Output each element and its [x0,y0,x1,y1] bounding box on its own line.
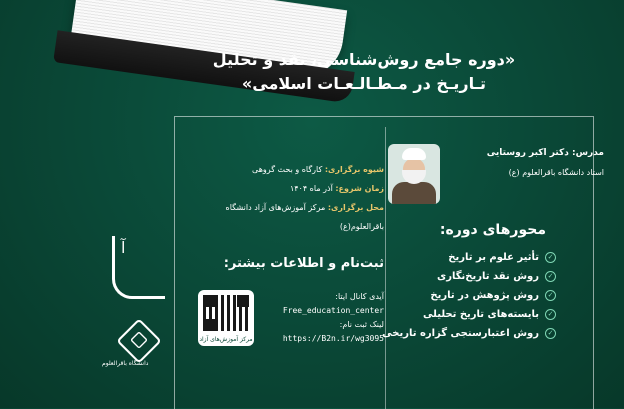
university-logo-inner [130,331,148,349]
channel-id[interactable]: Free_education_center [282,306,384,315]
qr-code[interactable] [198,290,254,346]
course-title [174,48,554,96]
topics-title: محورهای دوره: [439,222,546,238]
instructor-name: مدرس: دکتر اکبر روستایی [486,148,604,158]
course-title-line2: تـاریـخ در مـطـالـعـات اسلامی» [241,74,487,93]
meta-start: زمان شروع: آذر ماه ۱۴۰۴ [289,184,384,193]
qr-caption: مرکز آموزش‌های آزاد [199,336,253,343]
registration-title: ثبت‌نام و اطلاعات بیشتر: [223,256,384,271]
azad-center-logo [112,236,165,299]
channel-label: آیدی کانال ایتا: [335,292,384,301]
link-label: لینک ثبت نام: [339,320,384,329]
university-logo [116,318,162,364]
check-icon: ✓ [545,252,556,263]
check-icon: ✓ [545,290,556,301]
topics-list [376,248,556,343]
instructor-info [434,148,604,177]
instructor-affiliation: استاد دانشگاه باقرالعلوم (ع) [508,168,604,177]
instructor-photo [388,144,440,204]
check-icon: ✓ [545,271,556,282]
check-icon: ✓ [545,309,556,320]
course-meta [184,160,384,231]
list-item: ✓ روش پژوهش در تاریخ [376,286,556,305]
list-item: ✓ روش اعتبارسنجی گزاره تاریخی [376,324,556,343]
meta-venue: محل برگزاری: مرکز آموزش‌های آزاد دانشگاه باقرالعلوم(ع) [225,203,384,231]
registration-link[interactable]: https://B2n.ir/wg3095 [282,334,384,343]
course-title-line1: «دوره جامع روش‌شناسی، نقد و تحلیل [212,50,516,69]
list-item: ✓ روش نقد تاریخ‌نگاری [376,267,556,286]
list-item: ✓ بایسته‌های تاریخ تحلیلی [376,305,556,324]
qr-pattern [203,295,249,331]
meta-method: شیوه برگزاری: کارگاه و بحث گروهی [252,165,384,174]
check-icon: ✓ [545,328,556,339]
logo-mark: آ [121,238,126,257]
list-item: ✓ تأثیر علوم بر تاریخ [376,248,556,267]
university-logo-text: دانشگاه باقرالعلوم [102,360,149,367]
registration-contacts [264,290,384,346]
